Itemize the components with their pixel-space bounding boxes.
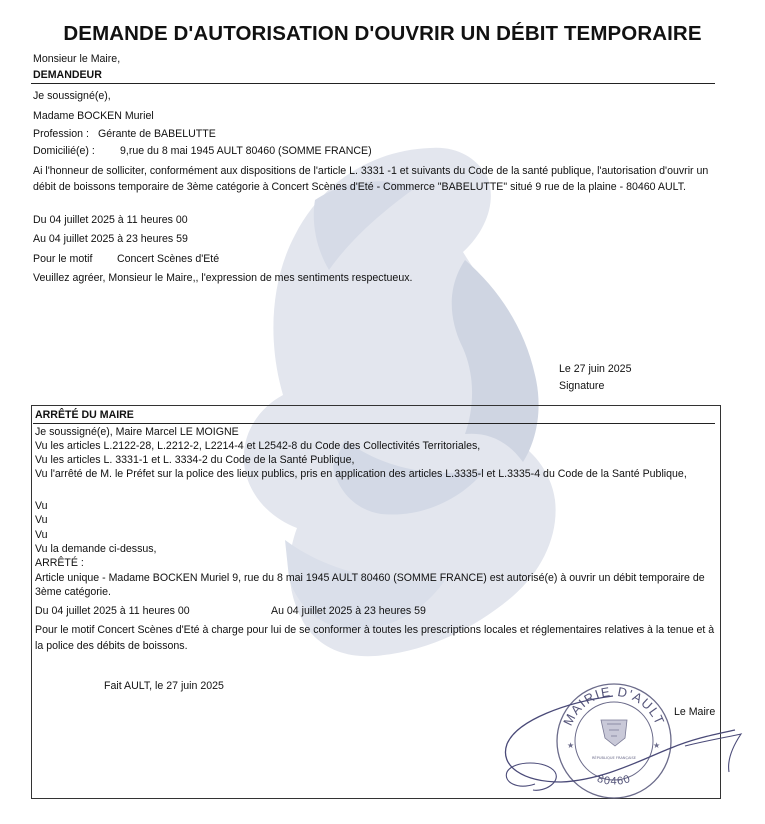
arrete-line: Vu les articles L.2122-28, L.2212-2, L2214-4 et L2542-8 du Code des Collectivités Territoriales, [35,440,481,452]
demandeur-from: Du 04 juillet 2025 à 11 heures 00 [33,214,188,226]
arrete-from: Du 04 juillet 2025 à 11 heures 00 [35,605,190,617]
signature-label: Signature [559,380,605,392]
profession-value: Gérante de BABELUTTE [98,128,216,140]
star-icon: ★ [653,741,661,750]
arrete-heading: ARRÊTÉ DU MAIRE [35,409,134,421]
arrete-rule [33,423,715,424]
prefet-paragraph: Vu l'arrêté de M. le Préfet sur la police des lieux publics, pris en application des articles L.3335-l et L.3335-4 du Code de la Santé Publique, [35,468,687,480]
arrete-line: Je soussigné(e), Maire Marcel LE MOIGNE [35,426,239,438]
stamp-center-text: RÉPUBLIQUE FRANÇAISE [591,756,637,760]
request-paragraph: Ai l'honneur de solliciter, conformément aux dispositions de l'article L. 3331 -1 et suivants du Code de la santé publique, l'autorisation d'ouvrir un débit de boissons temporaire de 3ème catégorie à Concert Scènes d'Eté - Commerce "BABELUTTE" situé 9 rue de la plaine - 80460 AULT. [33,165,709,193]
salutation: Monsieur le Maire, [33,53,121,65]
demandeur-heading: DEMANDEUR [33,69,102,81]
article-unique: Article unique - Madame BOCKEN Muriel 9, rue du 8 mai 1945 AULT 80460 (SOMME FRANCE) est autorisé(e) à ouvrir un débit temporaire de 3ème catégorie. [35,572,705,598]
mayor-signature [495,683,743,798]
stamp-bottom-text: 80460 [595,772,633,788]
vu-line: Vu [35,514,48,526]
domicile-value: 9,rue du 8 mai 1945 AULT 80460 (SOMME FRANCE) [120,145,372,157]
stamp-top-text: MAIRIE D'AULT [560,683,668,728]
arrete-motif: Pour le motif Concert Scènes d'Eté à charge pour lui de se conformer à toutes les prescriptions locales et réglementaires relatives à la tenue et à la police des débits de boissons. [35,624,715,652]
arrete-line: Vu les articles L. 3331-1 et L. 3334-2 du Code de la Santé Publique, [35,454,355,466]
vu-line: Vu [35,500,48,512]
demandeur-to: Au 04 juillet 2025 à 23 heures 59 [33,233,188,245]
arrete-to: Au 04 juillet 2025 à 23 heures 59 [271,605,426,617]
closing-text: Veuillez agréer, Monsieur le Maire,, l'expression de mes sentiments respectueux. [33,272,413,284]
page-title: DEMANDE D'AUTORISATION D'OUVRIR UN DÉBIT TEMPORAIRE [63,22,702,45]
vu-demande: Vu la demande ci-dessus, [35,543,157,555]
demandeur-soussigne: Je soussigné(e), [33,90,111,102]
maire-label: Le Maire [674,706,716,718]
domicile-label: Domicilié(e) : [33,145,95,157]
star-icon: ★ [567,741,575,750]
arrete-label: ARRÊTÉ : [35,557,84,569]
demandeur-rule [31,83,715,84]
vu-line: Vu [35,529,48,541]
fait-line: Fait AULT, le 27 juin 2025 [104,680,224,692]
motif-value: Concert Scènes d'Eté [117,253,220,265]
demandeur-name: Madame BOCKEN Muriel [33,110,154,122]
motif-label: Pour le motif [33,253,93,265]
request-date: Le 27 juin 2025 [559,363,632,375]
profession-label: Profession : [33,128,89,140]
